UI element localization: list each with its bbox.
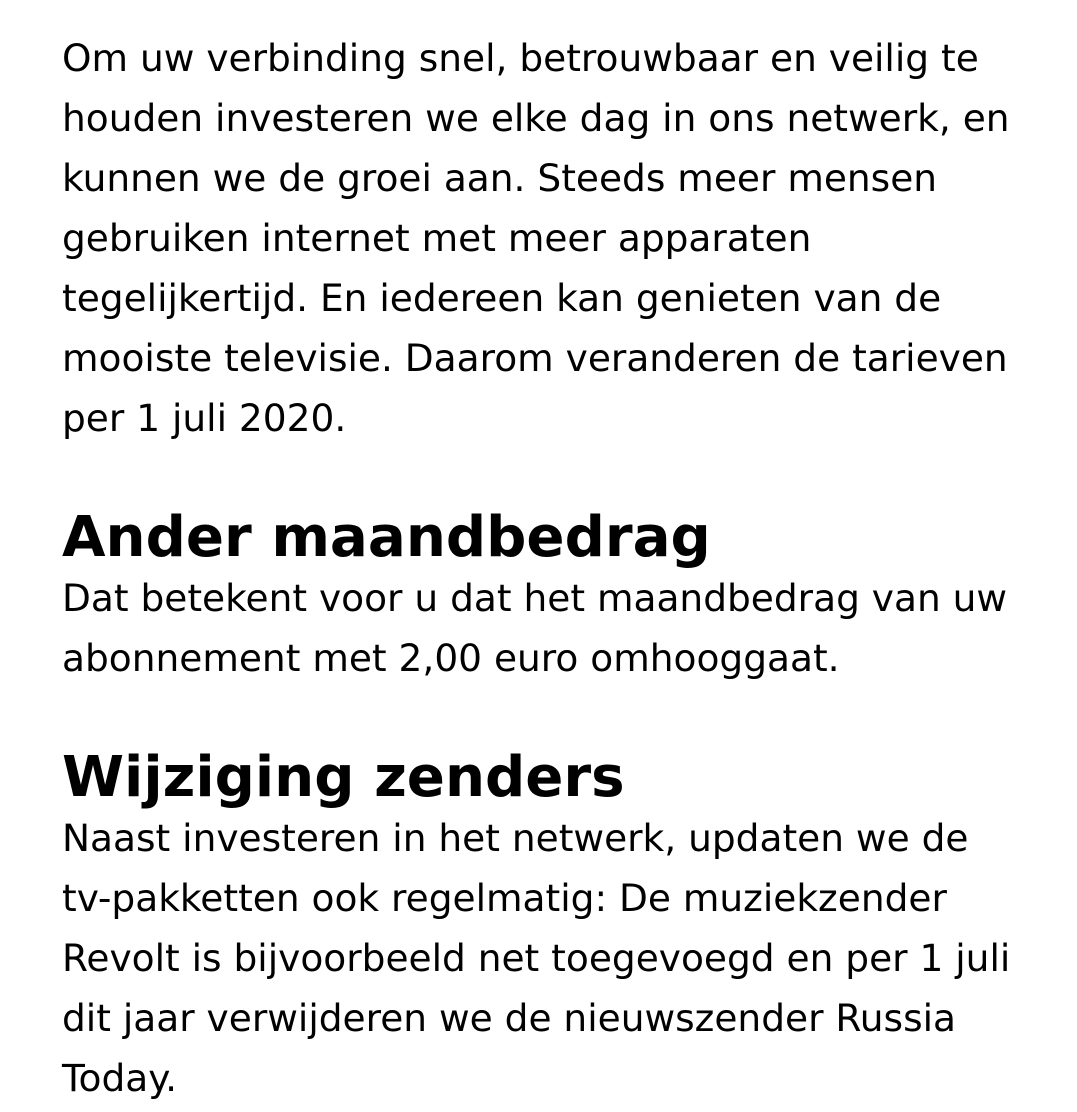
section-spacer bbox=[62, 448, 1062, 508]
section-body-maandbedrag: Dat betekent voor u dat het maandbedrag van uw abonnement met 2,00 euro omhooggaat. bbox=[62, 576, 1008, 680]
section-heading-zenders: Wijziging zenders bbox=[62, 745, 625, 810]
document-body bbox=[62, 28, 1062, 1108]
section-body-zenders: Naast investeren in het netwerk, updaten we de tv-pakketten ook regelmatig: De muziekzender Revolt is bijvoorbeeld net toegevoegd en per 1 juli dit jaar verwijderen we de nieuwszender Russia Today. bbox=[62, 816, 1011, 1100]
section-heading-maandbedrag: Ander maandbedrag bbox=[62, 505, 711, 570]
section-spacer bbox=[62, 688, 1062, 748]
intro-paragraph: Om uw verbinding snel, betrouwbaar en veilig te houden investeren we elke dag in ons netwerk, en kunnen we de groei aan. Steeds meer mensen gebruiken internet met meer apparaten tegelijkertijd. En iedereen kan genieten van de mooiste televisie. Daarom veranderen de tarieven per 1 juli 2020. bbox=[62, 36, 1010, 440]
